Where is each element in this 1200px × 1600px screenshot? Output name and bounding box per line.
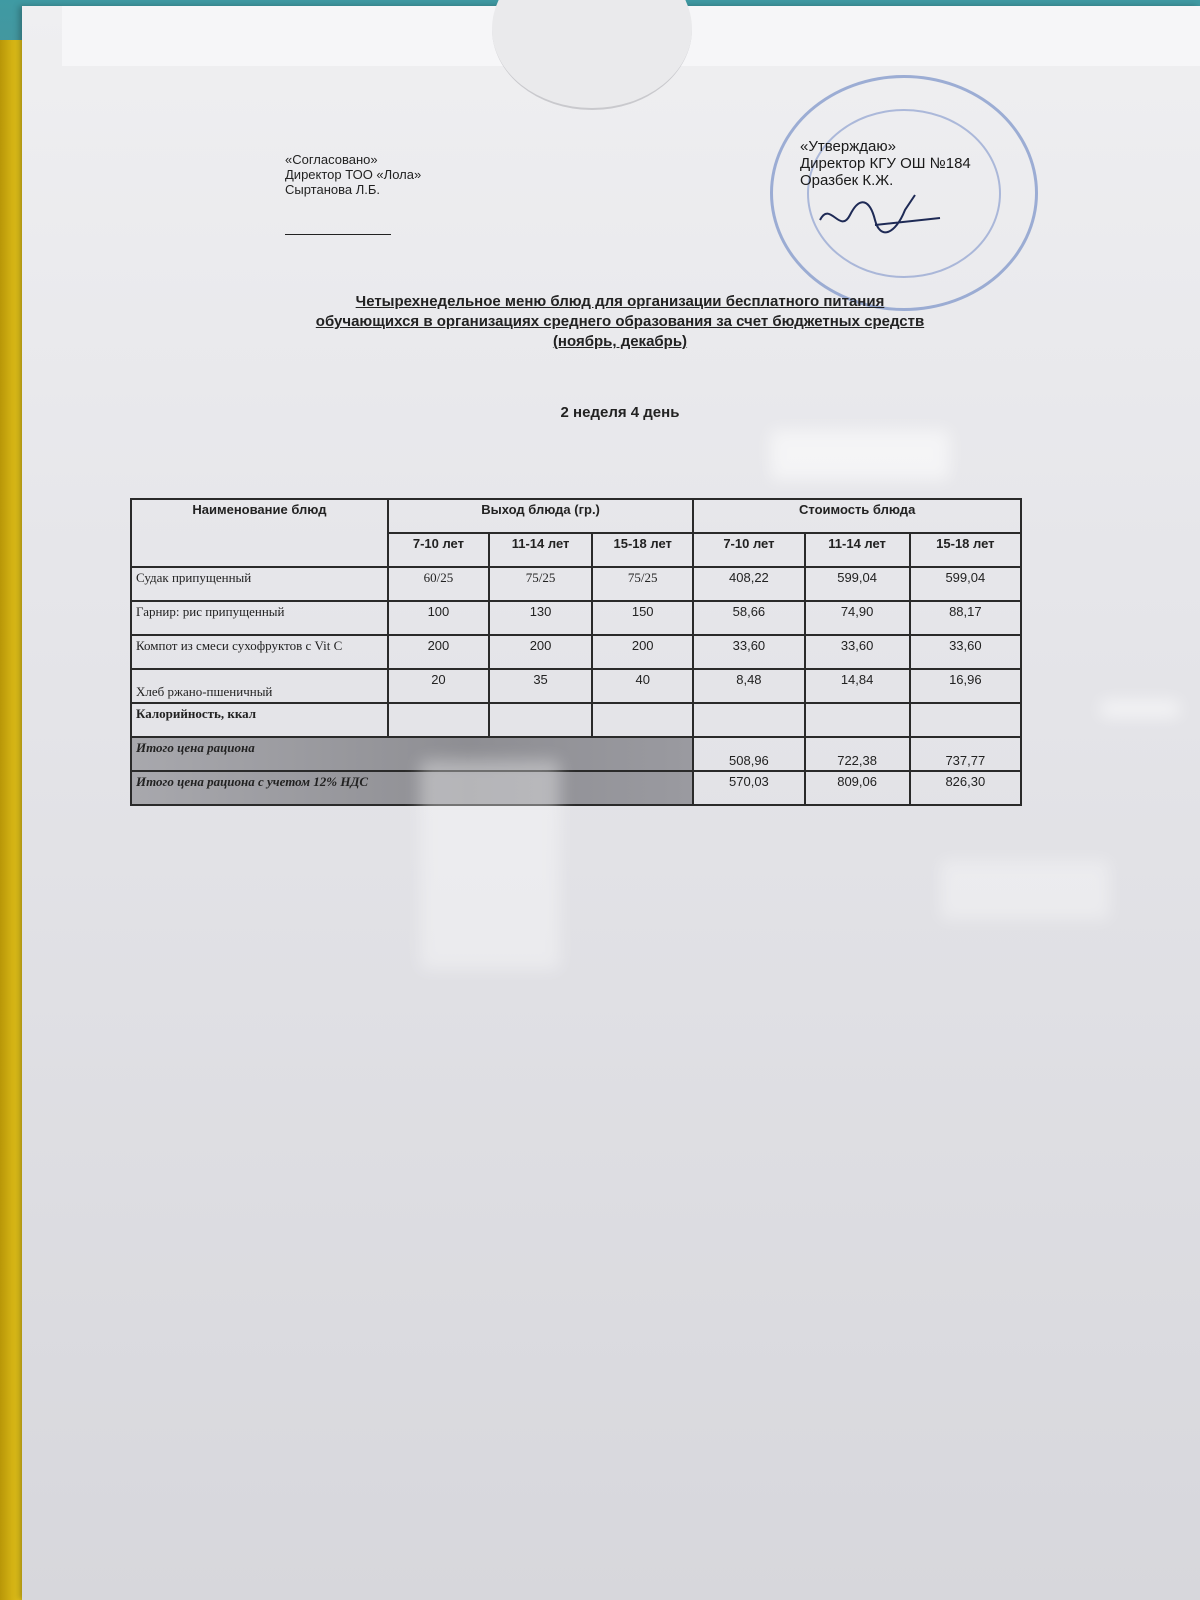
approve-label: «Утверждаю» — [800, 138, 896, 155]
dish-name: Гарнир: рис припущенный — [131, 601, 388, 635]
cost-cell: 599,04 — [805, 567, 910, 601]
dish-name: Хлеб ржано-пшеничный — [131, 669, 388, 703]
table-row — [131, 669, 1021, 703]
cost-cell: 16,96 — [910, 669, 1021, 703]
total-cell: 722,38 — [805, 737, 910, 771]
calories-cell — [805, 703, 910, 737]
calories-cell — [910, 703, 1021, 737]
yield-cell: 40 — [592, 669, 693, 703]
calories-row — [131, 703, 1021, 737]
cost-cell: 8,48 — [693, 669, 804, 703]
signature-line — [285, 234, 391, 235]
table-row — [131, 601, 1021, 635]
total-vat-row — [131, 771, 1021, 805]
title-line-1: Четырехнедельное меню блюд для организации бесплатного питания — [355, 293, 885, 310]
total-row — [131, 737, 1021, 771]
cost-cell: 33,60 — [910, 635, 1021, 669]
cost-cell: 58,66 — [693, 601, 804, 635]
approve-block — [800, 138, 971, 189]
approve-name: Оразбек К.Ж. — [800, 172, 894, 189]
total-label: Итого цена рациона — [131, 737, 693, 771]
yield-age-header: 15-18 лет — [592, 533, 693, 567]
total-vat-cell: 826,30 — [910, 771, 1021, 805]
calories-cell — [489, 703, 592, 737]
cost-cell: 33,60 — [693, 635, 804, 669]
yield-cell: 75/25 — [592, 567, 693, 601]
sleeve-notch — [492, 0, 692, 110]
yield-age-header: 7-10 лет — [388, 533, 489, 567]
yield-age-header: 11-14 лет — [489, 533, 592, 567]
calories-label: Калорийность, ккал — [131, 703, 388, 737]
cost-cell: 14,84 — [805, 669, 910, 703]
yield-cell: 100 — [388, 601, 489, 635]
yield-cell: 130 — [489, 601, 592, 635]
yield-cell: 200 — [592, 635, 693, 669]
cost-age-header: 15-18 лет — [910, 533, 1021, 567]
cost-age-header: 7-10 лет — [693, 533, 804, 567]
calories-cell — [693, 703, 804, 737]
yield-cell: 35 — [489, 669, 592, 703]
agreed-label: «Согласовано» — [285, 152, 378, 167]
title-line-3: (ноябрь, декабрь) — [552, 333, 688, 350]
col-header-dish-name: Наименование блюд — [131, 499, 388, 567]
cost-cell: 88,17 — [910, 601, 1021, 635]
yield-cell: 200 — [388, 635, 489, 669]
document-title — [180, 292, 1060, 352]
handwritten-signature — [815, 190, 945, 250]
table-header-row — [131, 499, 1021, 533]
agreed-name: Сыртанова Л.Б. — [285, 182, 381, 197]
total-vat-cell: 809,06 — [805, 771, 910, 805]
approve-position: Директор КГУ ОШ №184 — [800, 155, 971, 172]
yield-cell: 20 — [388, 669, 489, 703]
cost-cell: 33,60 — [805, 635, 910, 669]
dish-name: Компот из смеси сухофруктов с Vit C — [131, 635, 388, 669]
title-line-2: обучающихся в организациях среднего образования за счет бюджетных средств — [315, 313, 925, 330]
yield-cell: 150 — [592, 601, 693, 635]
col-header-yield: Выход блюда (гр.) — [388, 499, 693, 533]
cost-cell: 74,90 — [805, 601, 910, 635]
calories-cell — [388, 703, 489, 737]
week-day-subtitle: 2 неделя 4 день — [560, 404, 680, 421]
agreed-block — [285, 152, 421, 197]
col-header-cost: Стоимость блюда — [693, 499, 1021, 533]
total-vat-label: Итого цена рациона с учетом 12% НДС — [131, 771, 693, 805]
agreed-position: Директор ТОО «Лола» — [285, 167, 422, 182]
table-row — [131, 567, 1021, 601]
yield-cell: 75/25 — [489, 567, 592, 601]
calories-cell — [592, 703, 693, 737]
yield-cell: 200 — [489, 635, 592, 669]
total-cell: 508,96 — [693, 737, 804, 771]
cost-cell: 408,22 — [693, 567, 804, 601]
menu-table — [130, 498, 1022, 806]
total-cell: 737,77 — [910, 737, 1021, 771]
yield-cell: 60/25 — [388, 567, 489, 601]
table-row — [131, 635, 1021, 669]
total-vat-cell: 570,03 — [693, 771, 804, 805]
dish-name: Судак припущенный — [131, 567, 388, 601]
cost-cell: 599,04 — [910, 567, 1021, 601]
cost-age-header: 11-14 лет — [805, 533, 910, 567]
